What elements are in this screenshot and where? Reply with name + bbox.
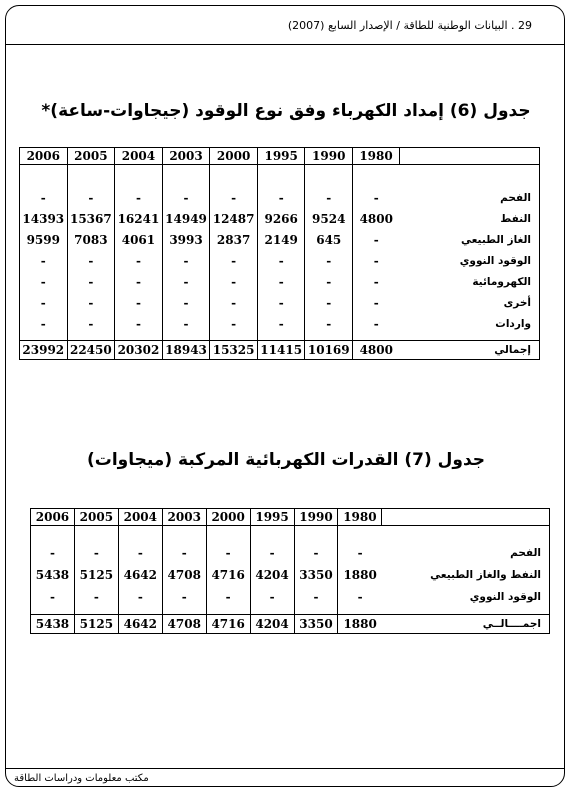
table7-cell: - [118,586,162,608]
table6-cell: 14949 [162,208,210,229]
table6-total-cell: 11415 [257,341,305,360]
table6-cell: - [353,250,400,271]
table6-row [20,292,540,313]
table7-row [31,542,550,564]
table6-cell: - [162,271,210,292]
table6-cell: - [353,187,400,208]
table6-total-cell: 15325 [210,341,258,360]
table6-row [20,208,540,229]
table7-row [31,564,550,586]
table6-row [20,313,540,334]
table7-cell: - [206,542,250,564]
table6-year-header: 2004 [115,148,163,165]
table6 [19,147,540,360]
table6-year-header: 2003 [162,148,210,165]
table6-cell: 645 [305,229,353,250]
table6-label-header [399,148,539,165]
table6-total-cell: 10169 [305,341,353,360]
table6-cell: - [162,187,210,208]
table6-cell: - [115,187,163,208]
table7-total-row [31,615,550,634]
table6-row-label: الكهرومائية [472,275,531,288]
table7-cell: - [338,542,382,564]
table6-cell: - [20,250,68,271]
table6-total-label: إجمالي [399,341,539,360]
table6-cell: - [20,271,68,292]
table6-row [20,250,540,271]
table7-cell: - [338,586,382,608]
table7-cell: - [31,586,75,608]
table6-cell: - [115,250,163,271]
table7-cell: 4204 [250,564,294,586]
table6-cell: - [353,271,400,292]
table6-cell: - [67,250,115,271]
table6-cell: - [115,313,163,334]
running-header: 29 . البيانات الوطنية للطاقة / الإصدار السابع (2007) [287,19,532,32]
table7-total-cell: 5438 [31,615,75,634]
table7-total-cell: 4642 [118,615,162,634]
table7-cell: 5125 [74,564,118,586]
table6-cell: - [67,187,115,208]
table6-row [20,229,540,250]
table7-year-header: 1995 [250,509,294,526]
table7-row-label: النفط والغاز الطبيعي [430,569,541,581]
page-frame [5,5,565,787]
table7 [30,508,550,634]
table7-label-header [382,509,550,526]
table6-cell: 9266 [257,208,305,229]
table6-cell: - [257,250,305,271]
table7-total-cell: 4204 [250,615,294,634]
table6-row [20,271,540,292]
table6-row-label: الوقود النووي [459,254,531,267]
table7-year-header: 1990 [294,509,338,526]
table7-cell: 3350 [294,564,338,586]
table7-cell: - [162,586,206,608]
table6-total-cell: 4800 [353,341,400,360]
table7-cell: 4642 [118,564,162,586]
table6-total-cell: 22450 [67,341,115,360]
table6-cell: - [353,313,400,334]
table6-year-header: 1980 [353,148,400,165]
table6-cell: 14393 [20,208,68,229]
table7-row-label: الوقود النووي [469,591,541,603]
table6-cell: - [305,271,353,292]
table6-cell: - [353,229,400,250]
footer-rule [5,768,565,769]
table6-cell: - [67,292,115,313]
table6-cell: - [162,313,210,334]
table6-row-label: أخرى [503,296,531,309]
table7-year-header: 2006 [31,509,75,526]
table7-cell: - [294,586,338,608]
table7-year-header: 2005 [74,509,118,526]
table7-row [31,586,550,608]
table7-year-header: 1980 [338,509,382,526]
table6-total-cell: 20302 [115,341,163,360]
header-rule [5,44,565,45]
table7-total-cell: 4708 [162,615,206,634]
table6-row [20,187,540,208]
table6-row-label: النفط [500,212,531,225]
table6-cell: - [305,292,353,313]
table7-total-cell: 1880 [338,615,382,634]
table6-cell: 12487 [210,208,258,229]
table6-year-header: 1990 [305,148,353,165]
table6-cell: - [162,250,210,271]
table6-cell: - [162,292,210,313]
table6-cell: 9524 [305,208,353,229]
table7-cell: 4716 [206,564,250,586]
table7-row-label: الفحم [510,547,541,559]
table7-cell: 1880 [338,564,382,586]
table6-cell: 2837 [210,229,258,250]
table6-cell: 15367 [67,208,115,229]
table6-title: جدول (6) إمداد الكهرباء وفق نوع الوقود (جيجاوات-ساعة)* [41,101,531,121]
table6-year-header: 1995 [257,148,305,165]
table7-title: جدول (7) القدرات الكهربائية المركبة (ميجاوات) [86,450,486,470]
table6-year-header: 2005 [67,148,115,165]
table7-cell: 4708 [162,564,206,586]
table6-cell: - [67,313,115,334]
table7-cell: 5438 [31,564,75,586]
table7-cell: - [74,542,118,564]
table6-cell: - [257,187,305,208]
table6-total-cell: 23992 [20,341,68,360]
table7-year-header: 2000 [206,509,250,526]
table6-cell: - [210,313,258,334]
running-footer: مكتب معلومات ودراسات الطاقة [14,773,149,784]
table7-cell: - [250,542,294,564]
table6-cell: - [257,313,305,334]
table6-row-label: الفحم [500,191,531,204]
table6-cell: 7083 [67,229,115,250]
table6-cell: - [210,271,258,292]
table6-year-header: 2006 [20,148,68,165]
table7-cell: - [250,586,294,608]
table6-cell: - [353,292,400,313]
table7-total-cell: 3350 [294,615,338,634]
table7-cell: - [118,542,162,564]
table6-row-label: الغاز الطبيعي [460,233,531,246]
table6-cell: - [115,292,163,313]
table6-cell: - [257,271,305,292]
table6-cell: - [305,187,353,208]
table6-cell: - [305,250,353,271]
table6-cell: - [20,313,68,334]
table6-cell: 16241 [115,208,163,229]
table7-total-label: اجمــــالــي [382,615,550,634]
table6-cell: - [305,313,353,334]
table6-year-header: 2000 [210,148,258,165]
table6-cell: 2149 [257,229,305,250]
table6-cell: - [210,292,258,313]
table6-cell: - [210,187,258,208]
table7-cell: - [162,542,206,564]
table6-cell: 9599 [20,229,68,250]
table6-cell: 3993 [162,229,210,250]
table7-cell: - [294,542,338,564]
table7-cell: - [206,586,250,608]
table6-cell: 4800 [353,208,400,229]
table6-total-row [20,341,540,360]
table7-year-header: 2003 [162,509,206,526]
table6-header-row [20,148,540,165]
table6-cell: - [115,271,163,292]
table6-row-label: واردات [495,317,531,330]
table6-cell: - [20,187,68,208]
table7-total-cell: 5125 [74,615,118,634]
table7-cell: - [31,542,75,564]
table6-total-cell: 18943 [162,341,210,360]
table7-total-cell: 4716 [206,615,250,634]
table6-cell: 4061 [115,229,163,250]
table7-year-header: 2004 [118,509,162,526]
table7-cell: - [74,586,118,608]
table6-cell: - [20,292,68,313]
table6-cell: - [210,250,258,271]
table7-header-row [31,509,550,526]
table6-cell: - [257,292,305,313]
table6-cell: - [67,271,115,292]
